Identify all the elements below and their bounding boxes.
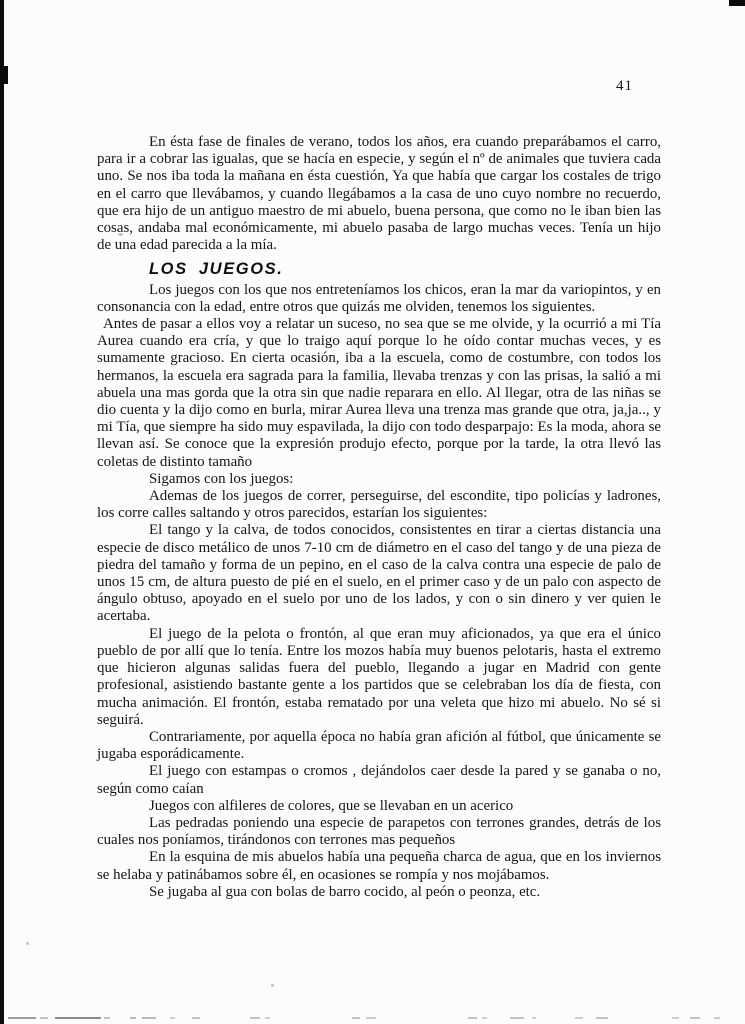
paragraph-juegos-correr: Ademas de los juegos de correr, perseguirse, del escondite, tipo policías y ladrones, los corre calles saltando y otros parecidos, estarían los siguientes: [97, 488, 661, 522]
scan-dash-artifact [482, 1017, 487, 1019]
scan-dash-artifact [55, 1017, 101, 1019]
scan-dust-speck [271, 984, 274, 987]
scan-dash-artifact [690, 1017, 700, 1019]
scan-dash-artifact [532, 1017, 536, 1019]
paragraph-pelota-fronton: El juego de la pelota o frontón, al que eran muy aficionados, ya que era el único pueblo de por allí que lo tenía. Entre los mozos había muy buenos pelotaris, hasta el extremo que hicieron algunas salidas fuera del pueblo, llegando a jugar en Madrid con gente profesional, asistiendo bastante gente a los partidos que se celebraban los día de fiesta, con mucha animación. El frontón, estaba rematado por una veleta que hizo mi abuelo. No sé si seguirá. [97, 625, 661, 728]
scan-edge-notch [0, 66, 8, 84]
scan-corner-mark [729, 0, 745, 6]
scan-edge-bar [0, 0, 4, 1024]
scan-dash-artifact [8, 1017, 36, 1019]
scan-dash-artifact [250, 1017, 260, 1019]
scan-dash-artifact [142, 1017, 156, 1019]
paragraph-juegos-variopintos: Los juegos con los que nos entreteníamos los chicos, eran la mar da variopintos, y en consonancia con la edad, entre otros que quizás me olviden, tenemos los siguientes. [97, 281, 661, 315]
scan-dash-artifact [192, 1017, 200, 1019]
scan-dust-speck [26, 942, 29, 945]
scan-dash-artifact [265, 1017, 270, 1019]
scan-dash-artifact [366, 1017, 376, 1019]
scan-dash-artifact [170, 1017, 175, 1019]
scan-dash-artifact [130, 1017, 136, 1019]
paragraph-intro-carro: En ésta fase de finales de verano, todos los años, era cuando preparábamos el carro, para ir a cobrar las igualas, que se hacía en especie, y según el nº de animales que tuviera cada uno. Se nos iba toda la mañana en ésta cuestión, Ya que había que cargar los costales de trigo en el carro que llevábamos, y cuando llegábamos a la casa de uno cuyo nombre no recuerdo, que era hijo de un antiguo maestro de mi abuelo, buena persona, que como no le iban bien las cosas, andaba mal económicamente, mi abuelo pasaba de largo muchas veces. Tenía un hijo de una edad parecida a la mía. [97, 134, 661, 254]
scan-dash-artifact [672, 1017, 679, 1019]
scan-dash-artifact [468, 1017, 477, 1019]
paragraph-pedradas: Las pedradas poniendo una especie de parapetos con terrones grandes, detrás de los cuales nos poníamos, tirándonos con terrones mas pequeños [97, 814, 661, 849]
paragraph-charca: En la esquina de mis abuelos había una pequeña charca de agua, que en los inviernos se helaba y patinábamos sobre él, en ocasiones se rompía y nos mojábamos. [97, 849, 661, 883]
page-number: 41 [616, 78, 633, 94]
paragraph-suceso-tia-aurea: Antes de pasar a ellos voy a relatar un suceso, no sea que se me olvide, y la ocurrió a mi Tía Aurea cuando era cría, y que lo traigo aquí porque lo he oído contar muchas veces, y es sumamente gracioso. En cierta ocasión, iba a la escuela, como de costumbre, con todos los hermanos, la escuela era sagrada para la familia, llevaba trenzas y con las prisas, la salió a mi abuela una mas gorda que la otra sin que nadie reparara en ello. Al llegar, otra de las niñas se dio cuenta y la dijo como en burla, mirar Aurea lleva una trenza mas grande que otra, ja,ja.., y mi Tía, que siempre ha sido muy espavilada, la dijo con todo desparpajo: Es la moda, ahora se llevan así. Se conoce que la expresión produjo efecto, porque por la tarde, la otra llevó las coletas de distinto tamaño [97, 316, 661, 470]
paragraph-sigamos: Sigamos con los juegos: [149, 470, 294, 487]
text-block [97, 134, 661, 901]
scan-dash-artifact [575, 1017, 583, 1019]
paragraph-futbol: Contrariamente, por aquella época no había gran afición al fútbol, que únicamente se jugaba esporádicamente. [97, 728, 661, 763]
paragraph-tango-calva: El tango y la calva, de todos conocidos, consistentes en tirar a ciertas distancia una especie de disco metálico de unos 7-10 cm de diámetro en el caso del tango y de una pieza de piedra del tamaño y forma de un pepino, en el caso de la calva contra una especie de palo de unos 15 cm, de altura puesto de pié en el suelo, en el primer caso y de un palo con aspecto de ángulo obtuso, apoyado en el suelo por uno de los lados, y con o sin dinero y ver quien le acertaba. [97, 522, 661, 625]
section-heading-los-juegos: LOS JUEGOS. [149, 260, 284, 279]
paragraph-gua-peonza: Se jugaba al gua con bolas de barro cocido, al peón o peonza, etc. [149, 883, 541, 900]
scan-dash-artifact [714, 1017, 720, 1019]
scan-dash-artifact [352, 1017, 360, 1019]
paragraph-alfileres: Juegos con alfileres de colores, que se llevaban en un acerico [149, 797, 514, 814]
paragraph-estampas-cromos: El juego con estampas o cromos , dejándolos caer desde la pared y se ganaba o no, según como caían [97, 763, 661, 797]
scan-dash-artifact [104, 1017, 110, 1019]
scan-dash-artifact [510, 1017, 524, 1019]
scan-dash-artifact [40, 1017, 48, 1019]
scan-dash-artifact [596, 1017, 608, 1019]
